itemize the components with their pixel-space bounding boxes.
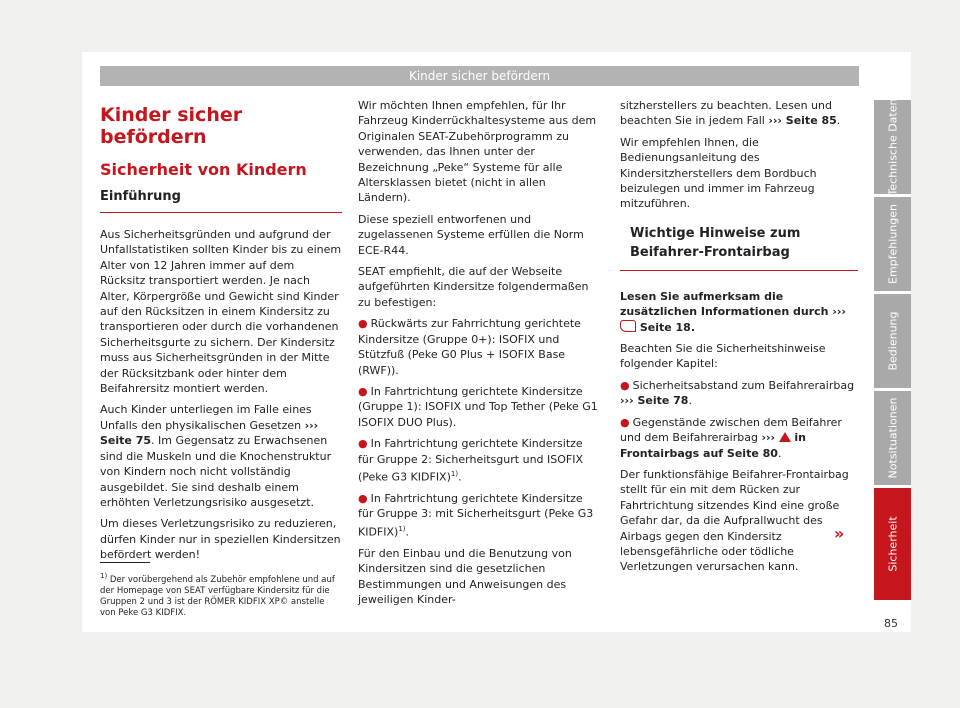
- paragraph: [620, 98, 858, 129]
- tab-label: Sicherheit: [886, 516, 899, 572]
- page-reference-link[interactable]: in Frontairbags auf Seite 80: [620, 431, 806, 460]
- tab-label: Empfehlungen: [886, 204, 899, 284]
- paragraph: Wir möchten Ihnen empfehlen, für Ihr Fahrzeug Kinderrückhaltesysteme aus dem Originalen SEAT-Zubehörprogramm zu verwenden, das Ihnen unter der Bezeichnung „Peke“ Systeme für alle Altersklassen bietet (nicht in allen Ländern).: [358, 99, 597, 205]
- bullet-icon: ●: [358, 384, 368, 398]
- cross-reference-arrows: ›››: [304, 418, 319, 432]
- paragraph: Beachten Sie die Sicherheitshinweise folgender Kapitel:: [620, 342, 826, 371]
- continue-arrow-icon: »: [834, 524, 845, 543]
- child-seat-icon: [620, 320, 636, 332]
- divider: [100, 212, 342, 213]
- footnote-ref[interactable]: 1): [450, 469, 459, 478]
- warning-icon: [779, 432, 791, 442]
- cross-reference-arrows: ›››: [761, 431, 776, 445]
- page-number: 85: [884, 617, 898, 630]
- section-title: Sicherheit von Kindern: [100, 160, 307, 179]
- tab-label: Bedienung: [886, 311, 899, 371]
- list-item-text: Sicherheitsabstand zum Beifahrerairbag: [632, 378, 855, 392]
- text: Lesen Sie aufmerksam die zusätzlichen Informationen durch: [620, 289, 833, 319]
- list-item: [358, 384, 601, 430]
- paragraph: Für den Einbau und die Benutzung von Kindersitzen sind die gesetzlichen Bestimmungen und Anweisungen des jeweiligen Kinder-: [358, 546, 572, 607]
- paragraph: Aus Sicherheitsgründen und aufgrund der Unfallstatistiken sollten Kinder bis zu einem Alter von 12 Jahren immer auf dem Rücksitz transportiert werden. Je nach Alter, Körpergröße und Gewicht sind Kinder auf den Rücksitzen in einem Kindersitz zu transportieren oder durch die vorhandenen Sicherheitsgurte zu sichern. Der Kindersitz muss aus Sicherheitsgründen in der Mitte der Rücksitzbank oder hinter dem Beifahrersitz montiert werden.: [100, 228, 342, 396]
- bullet-icon: ●: [358, 437, 368, 451]
- bullet-icon: ●: [620, 415, 630, 429]
- footnote-mark: 1): [100, 572, 108, 580]
- list-item-text: Gegenstände zwischen dem Beifahrer und dem Beifahrerairbag: [620, 415, 842, 445]
- tab-empfehlungen[interactable]: [874, 197, 911, 291]
- list-item: ● In Fahrtrichtung gerichtete Kindersitze für Gruppe 2: Sicherheitsgurt und ISOFIX (Peke G3 KIDFIX)$^{1)}$.: [358, 437, 584, 484]
- text: .: [777, 446, 782, 460]
- text: sitzherstellers zu beachten. Lesen und beachten Sie in jedem Fall: [620, 99, 832, 128]
- paragraph: [620, 289, 858, 335]
- bullet-icon: ●: [358, 492, 368, 505]
- cross-reference-arrows: ›››: [768, 114, 782, 128]
- text: .: [688, 394, 692, 408]
- tab-technische-daten[interactable]: [874, 100, 911, 194]
- list-item-text: In Fahrtrichtung gerichtete Kindersitze für Gruppe 3: mit Sicherheitsgurt (Peke G3 KIDFIX): [358, 492, 594, 539]
- subsection-title: Einführung: [100, 189, 181, 204]
- footnote-ref[interactable]: 1): [398, 524, 406, 533]
- tab-label: Notsituationen: [886, 397, 899, 479]
- column-2: [358, 98, 601, 614]
- tab-bedienung[interactable]: [874, 294, 911, 388]
- column-3: [620, 98, 858, 581]
- notice-box: [620, 224, 858, 271]
- footnote-text: Der vorübergehend als Zubehör empfohlene und auf der Homepage von SEAT verfügbare Kindersitz für die Gruppen 2 und 3 ist der RÖMER KIDFIX XP© anstelle von Peke G3 KIDFIX.: [100, 574, 335, 618]
- tab-sicherheit[interactable]: [874, 488, 911, 600]
- paragraph: Um dieses Verletzungsrisiko zu reduzieren, dürfen Kinder nur in speziellen Kindersitzen befördert werden!: [100, 517, 341, 562]
- text: .: [836, 114, 841, 128]
- text: . Im Gegensatz zu Erwachsenen sind die Muskeln und die Knochenstruktur von Kindern noch nicht vollständig ausgebildet. Sie sind deshalb einem erhöhten Verletzungsrisiko ausgesetzt.: [100, 434, 332, 509]
- paragraph: Der funktionsfähige Beifahrer-Frontairbag stellt für ein mit dem Rücken zur Fahrtrichtung sitzendes Kind eine große Gefahr dar, da die Aufprallwucht des Airbags gegen den Kindersitz lebensgefährliche oder tödliche Verletzungen verursachen kann.: [620, 467, 849, 574]
- bullet-icon: ●: [620, 378, 630, 392]
- list-item-text: Rückwärts zur Fahrrichtung gerichtete Kindersitze (Gruppe 0+): ISOFIX und Stützfuß (Peke G0 Plus + ISOFIX Base (RWF)).: [358, 317, 581, 377]
- page-reference-link[interactable]: Seite 78: [633, 394, 689, 408]
- chapter-header: Kinder sicher befördern: [100, 66, 859, 86]
- cross-reference-arrows: ›››: [832, 305, 846, 319]
- list-item-text: In Fahrtrichtung gerichtete Kindersitze für Gruppe 2: Sicherheitsgurt und ISOFIX (Peke G3 KIDFIX): [358, 437, 584, 484]
- paragraph: SEAT empfiehlt, die auf der Webseite aufgeführten Kindersitze folgendermaßen zu befestigen:: [358, 265, 589, 309]
- footnote-divider: [100, 562, 150, 563]
- paragraph: Diese speziell entworfenen und zugelassenen Systeme erfüllen die Norm ECE-R44.: [358, 212, 584, 257]
- list-item: [620, 378, 858, 409]
- paragraph: Wir empfehlen Ihnen, die Bedienungsanleitung des Kindersitzherstellers dem Bordbuch beizulegen und immer im Fahrzeug mitzuführen.: [620, 135, 817, 211]
- bullet-icon: ●: [358, 317, 368, 331]
- tab-label: Technische Daten: [886, 98, 899, 196]
- tab-notsituationen[interactable]: [874, 391, 911, 485]
- chapter-title: Kinder sicher befördern: [100, 104, 243, 148]
- footnote: [100, 571, 340, 619]
- page-reference-link[interactable]: Seite 75: [100, 434, 152, 448]
- notice-title: Wichtige Hinweise zum Beifahrer-Frontairbag: [630, 225, 801, 260]
- text: Auch Kinder unterliegen im Falle eines Unfalls den physikalischen Gesetzen: [100, 403, 312, 432]
- page-reference-link[interactable]: Seite 85: [781, 114, 837, 128]
- cross-reference-arrows: ›››: [620, 394, 634, 408]
- list-item-text: In Fahrtrichtung gerichtete Kindersitze (Gruppe 1): ISOFIX und Top Tether (Peke G1 ISOFIX DUO Plus).: [358, 384, 598, 429]
- list-item: ● In Fahrtrichtung gerichtete Kindersitze für Gruppe 3: mit Sicherheitsgurt (Peke G3 KIDFIX)$^{1)}$.: [358, 492, 594, 539]
- column-1: [100, 98, 342, 569]
- text: .: [690, 320, 696, 334]
- page-reference-link[interactable]: Seite 18: [636, 320, 691, 334]
- list-item: [358, 316, 601, 378]
- list-item: [620, 415, 858, 461]
- paragraph: [100, 402, 342, 510]
